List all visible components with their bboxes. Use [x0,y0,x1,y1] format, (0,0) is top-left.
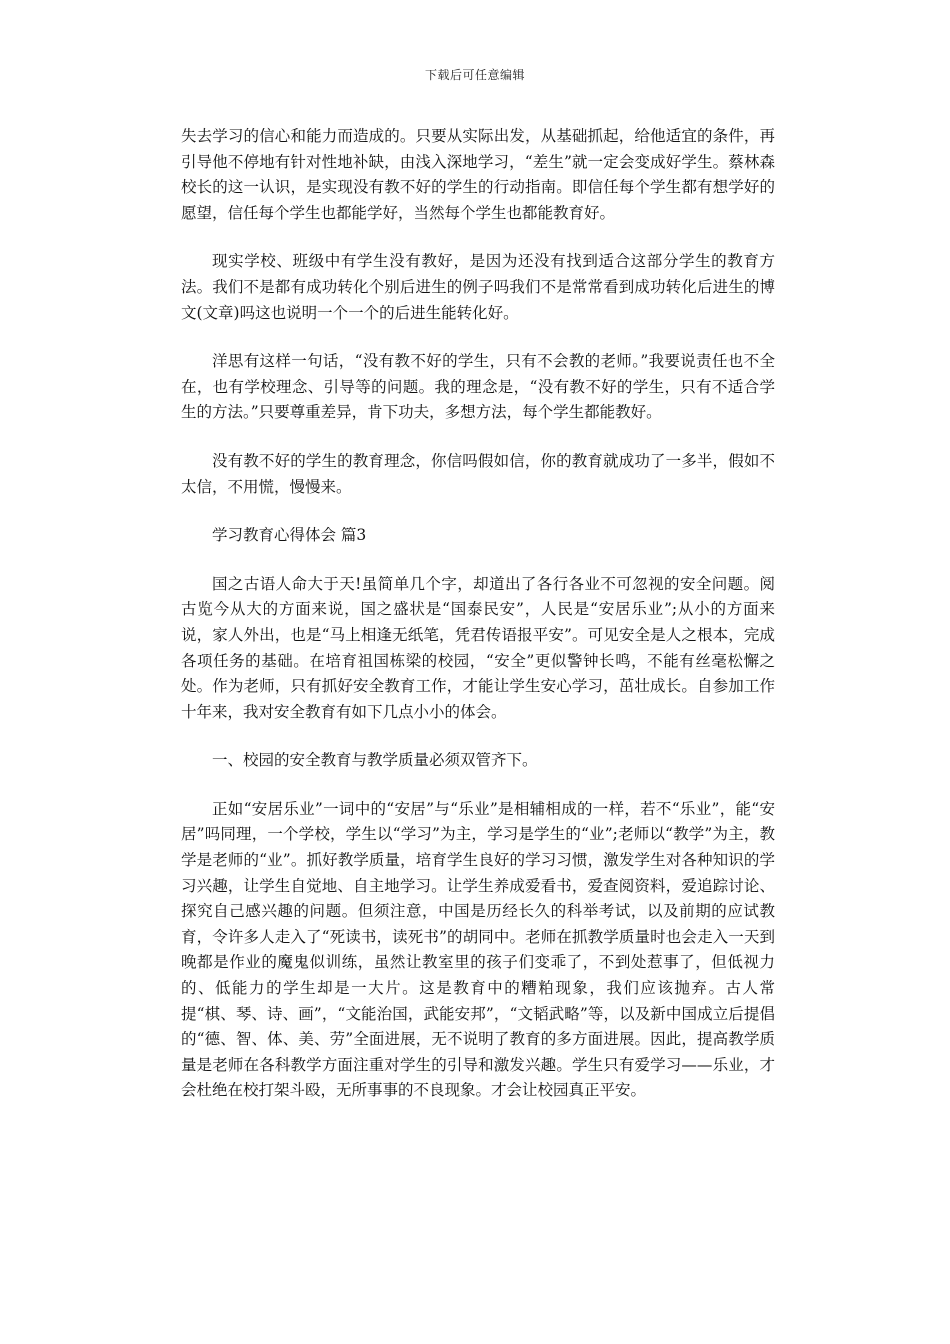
paragraph-6: 正如“安居乐业”一词中的“安居”与“乐业”是相辅相成的一样，若不“乐业”，能“安居”吗同理，一个学校，学生以“学习”为主，学习是学生的“业”;老师以“教学”为主，教学是老师的“业”。抓好教学质量，培育学生良好的学习习惯，激发学生对各种知识的学习兴趣，让学生自觉地、自主地学习。让学生养成爱看书，爱查阅资料，爱追踪讨论、探究自己感兴趣的问题。但须注意，中国是历经长久的科举考试，以及前期的应试教育，令许多人走入了“死读书，读死书”的胡同中。老师在抓教学质量时也会走入一天到晚都是作业的魔鬼似训练，虽然让教室里的孩子们变乖了，不到处惹事了，但低视力的、低能力的学生却是一大片。这是教育中的糟粕现象，我们应该抛弃。古人常提“棋、琴、诗、画”，“文能治国，武能安邦”，“文韬武略”等，以及新中国成立后提倡的“德、智、体、美、劳”全面进展，无不说明了教育的多方面进展。因此，提高教学质量是老师在各科教学方面注重对学生的引导和激发兴趣。学生只有爱学习——乐业，才会杜绝在校打架斗殴，无所事事的不良现象。才会让校园真正平安。 [181,799,775,1100]
paragraph-3: 洋思有这样一句话，“没有教不好的学生，只有不会教的老师。”我要说责任也不全在，也有学校理念、引导等的问题。我的理念是，“没有教不好的学生，只有不适合学生的方法。”只要尊重差异，肯下功夫，多想方法，每个学生都能教好。 [181,352,775,422]
paragraph-4: 没有教不好的学生的教育理念，你信吗假如信，你的教育就成功了一多半，假如不太信，不用慌，慢慢来。 [181,451,775,496]
page-header: 下载后可任意编辑 [424,68,525,82]
paragraph-1: 失去学习的信心和能力而造成的。只要从实际出发，从基础抓起，给他适宜的条件，再引导他不停地有针对性地补缺，由浅入深地学习，“差生”就一定会变成好学生。蔡林森校长的这一认识，是实现没有教不好的学生的行动指南。即信任每个学生都有想学好的愿望，信任每个学生也都能学好，当然每个学生也都能教育好。 [181,127,775,222]
paragraph-2: 现实学校、班级中有学生没有教好，是因为还没有找到适合这部分学生的教育方法。我们不是都有成功转化个别后进生的例子吗我们不是常常看到成功转化后进生的博文(文章)吗这也说明一个一个的后进生能转化好。 [181,252,775,322]
document-body [181,124,775,1127]
subsection-heading: 一、校园的安全教育与教学质量必须双管齐下。 [212,751,538,770]
paragraph-5: 国之古语人命大于天!虽简单几个字，却道出了各行各业不可忽视的安全问题。阅古览今从大的方面来说，国之盛状是“国泰民安”，人民是“安居乐业”;从小的方面来说，家人外出，也是“马上相逢无纸笔，凭君传语报平安”。可见安全是人之根本，完成各项任务的基础。在培育祖国栋梁的校园，“安全”更似警钟长鸣，不能有丝毫松懈之处。作为老师，只有抓好安全教育工作，才能让学生安心学习，茁壮成长。自参加工作十年来，我对安全教育有如下几点小小的体会。 [181,574,775,721]
section-heading: 学习教育心得体会 篇3 [212,526,367,545]
